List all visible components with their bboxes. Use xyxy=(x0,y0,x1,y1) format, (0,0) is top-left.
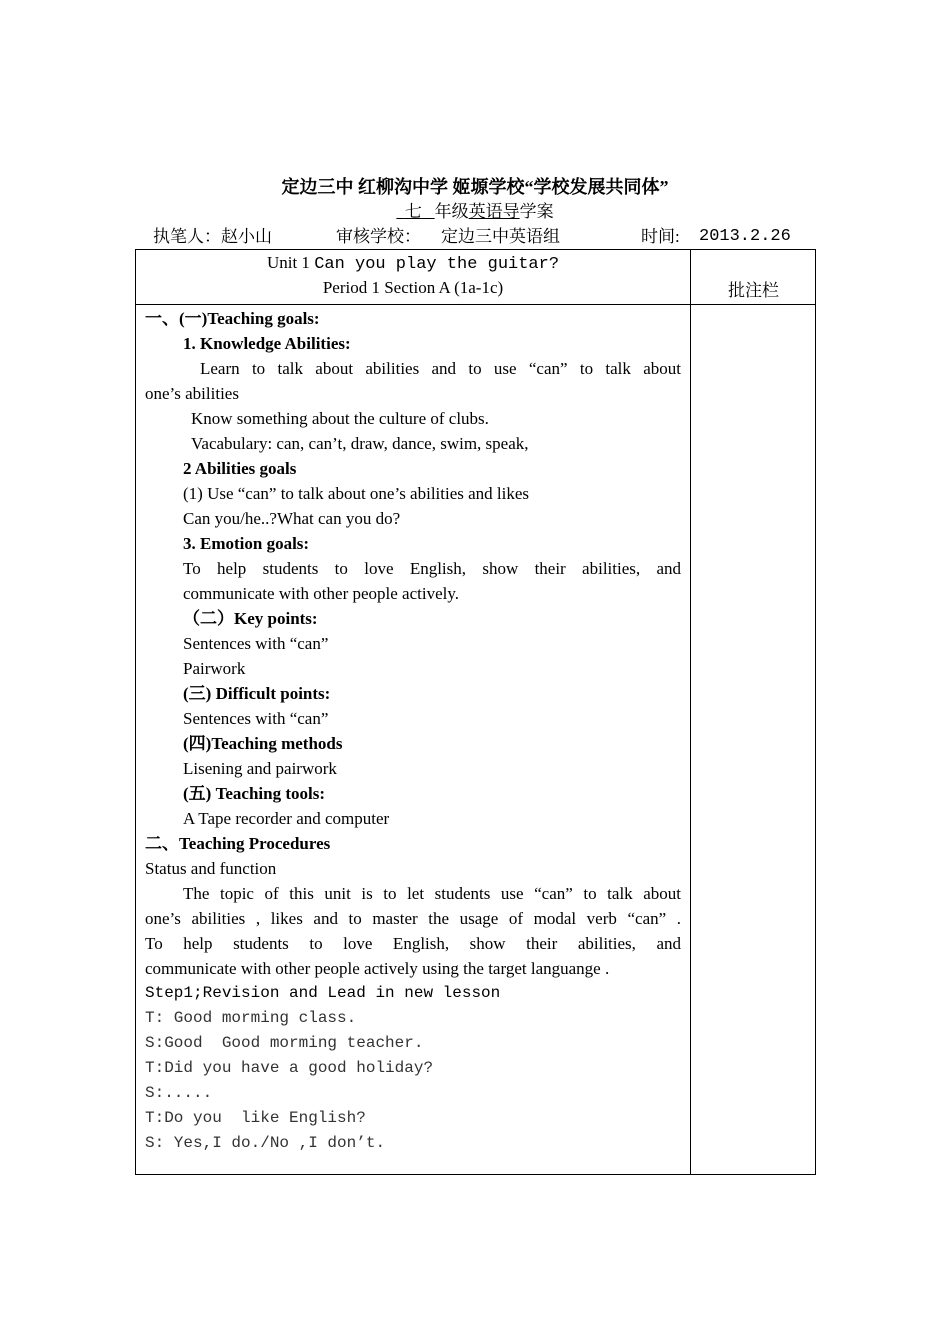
lesson-plan-table xyxy=(135,249,816,1175)
text-line: Status and function xyxy=(145,859,277,878)
time-value: 2013.2.26 xyxy=(699,227,791,246)
dialogue-line: T: Good morming class. xyxy=(145,1009,357,1027)
period-title: Period 1 Section A (1a-1c) xyxy=(322,278,504,297)
key-points-heading: （二）Key points: xyxy=(183,609,318,628)
text-line: one’s abilities xyxy=(145,384,239,403)
text-line: Sentences with “can” xyxy=(183,709,329,728)
lesson-content xyxy=(145,306,681,1156)
dialogue-line: S: Yes,I do./No ,I don’t. xyxy=(145,1134,386,1152)
text-line: Know something about the culture of clubs. xyxy=(191,409,489,428)
author-label: 执笔人：赵小山 xyxy=(153,227,272,246)
document-subtitle xyxy=(0,201,950,223)
subject-value: 英语导 xyxy=(468,202,520,221)
review-label: 审核学校： xyxy=(336,227,421,246)
text-line: communicate with other people actively. xyxy=(183,584,459,603)
teaching-goals-heading: 一、(一)Teaching goals: xyxy=(145,309,320,328)
text-line: communicate with other people actively using the target languange . xyxy=(145,959,610,978)
header-row-divider xyxy=(136,304,815,305)
grade-suffix: 年级 xyxy=(434,202,469,221)
teaching-methods-heading: (四)Teaching methods xyxy=(183,734,343,753)
document-title: 定边三中 红柳沟中学 姬塬学校“学校发展共同体” xyxy=(281,177,669,197)
text-line: The topic of this unit is to let students use “can” to talk about xyxy=(183,884,681,903)
unit-title: Unit 1 Can you play the guitar? xyxy=(266,253,560,274)
text-line: one’s abilities , likes and to master the usage of modal verb “can” . xyxy=(145,909,681,928)
knowledge-abilities-heading: 1. Knowledge Abilities: xyxy=(183,334,351,353)
text-line: To help students to love English, show their abilities, and xyxy=(145,934,681,953)
text-line: Learn to talk about abilities and to use “can” to talk about xyxy=(200,359,681,378)
grade-value: 七 xyxy=(404,202,422,221)
subject-suffix: 学案 xyxy=(519,202,554,221)
review-value: 定边三中英语组 xyxy=(441,227,560,246)
column-divider xyxy=(690,250,691,1174)
text-line: Lisening and pairwork xyxy=(183,759,337,778)
emotion-goals-heading: 3. Emotion goals: xyxy=(183,534,310,553)
text-line: Pairwork xyxy=(183,659,246,678)
teaching-tools-heading: (五) Teaching tools: xyxy=(183,784,325,803)
step1-heading: Step1;Revision and Lead in new lesson xyxy=(145,984,501,1002)
dialogue-line: T:Do you like English? xyxy=(145,1109,366,1127)
time-label: 时间: xyxy=(641,227,680,246)
abilities-goals-heading: 2 Abilities goals xyxy=(183,459,297,478)
text-line: A Tape recorder and computer xyxy=(183,809,390,828)
notes-column-header: 批注栏 xyxy=(728,281,779,300)
difficult-points-heading: (三) Difficult points: xyxy=(183,684,331,703)
dialogue-line: S:..... xyxy=(145,1084,213,1102)
text-line: Vacabulary: can, can’t, draw, dance, swim, speak, xyxy=(191,434,529,453)
text-line: Sentences with “can” xyxy=(183,634,329,653)
text-line: To help students to love English, show their abilities, and xyxy=(183,559,681,578)
text-line: Can you/he..?What can you do? xyxy=(183,509,401,528)
teaching-procedures-heading: 二、Teaching Procedures xyxy=(145,834,331,853)
dialogue-line: T:Did you have a good holiday? xyxy=(145,1059,434,1077)
text-line: (1) Use “can” to talk about one’s abilities and likes xyxy=(183,484,530,503)
dialogue-line: S:Good Good morming teacher. xyxy=(145,1034,424,1052)
